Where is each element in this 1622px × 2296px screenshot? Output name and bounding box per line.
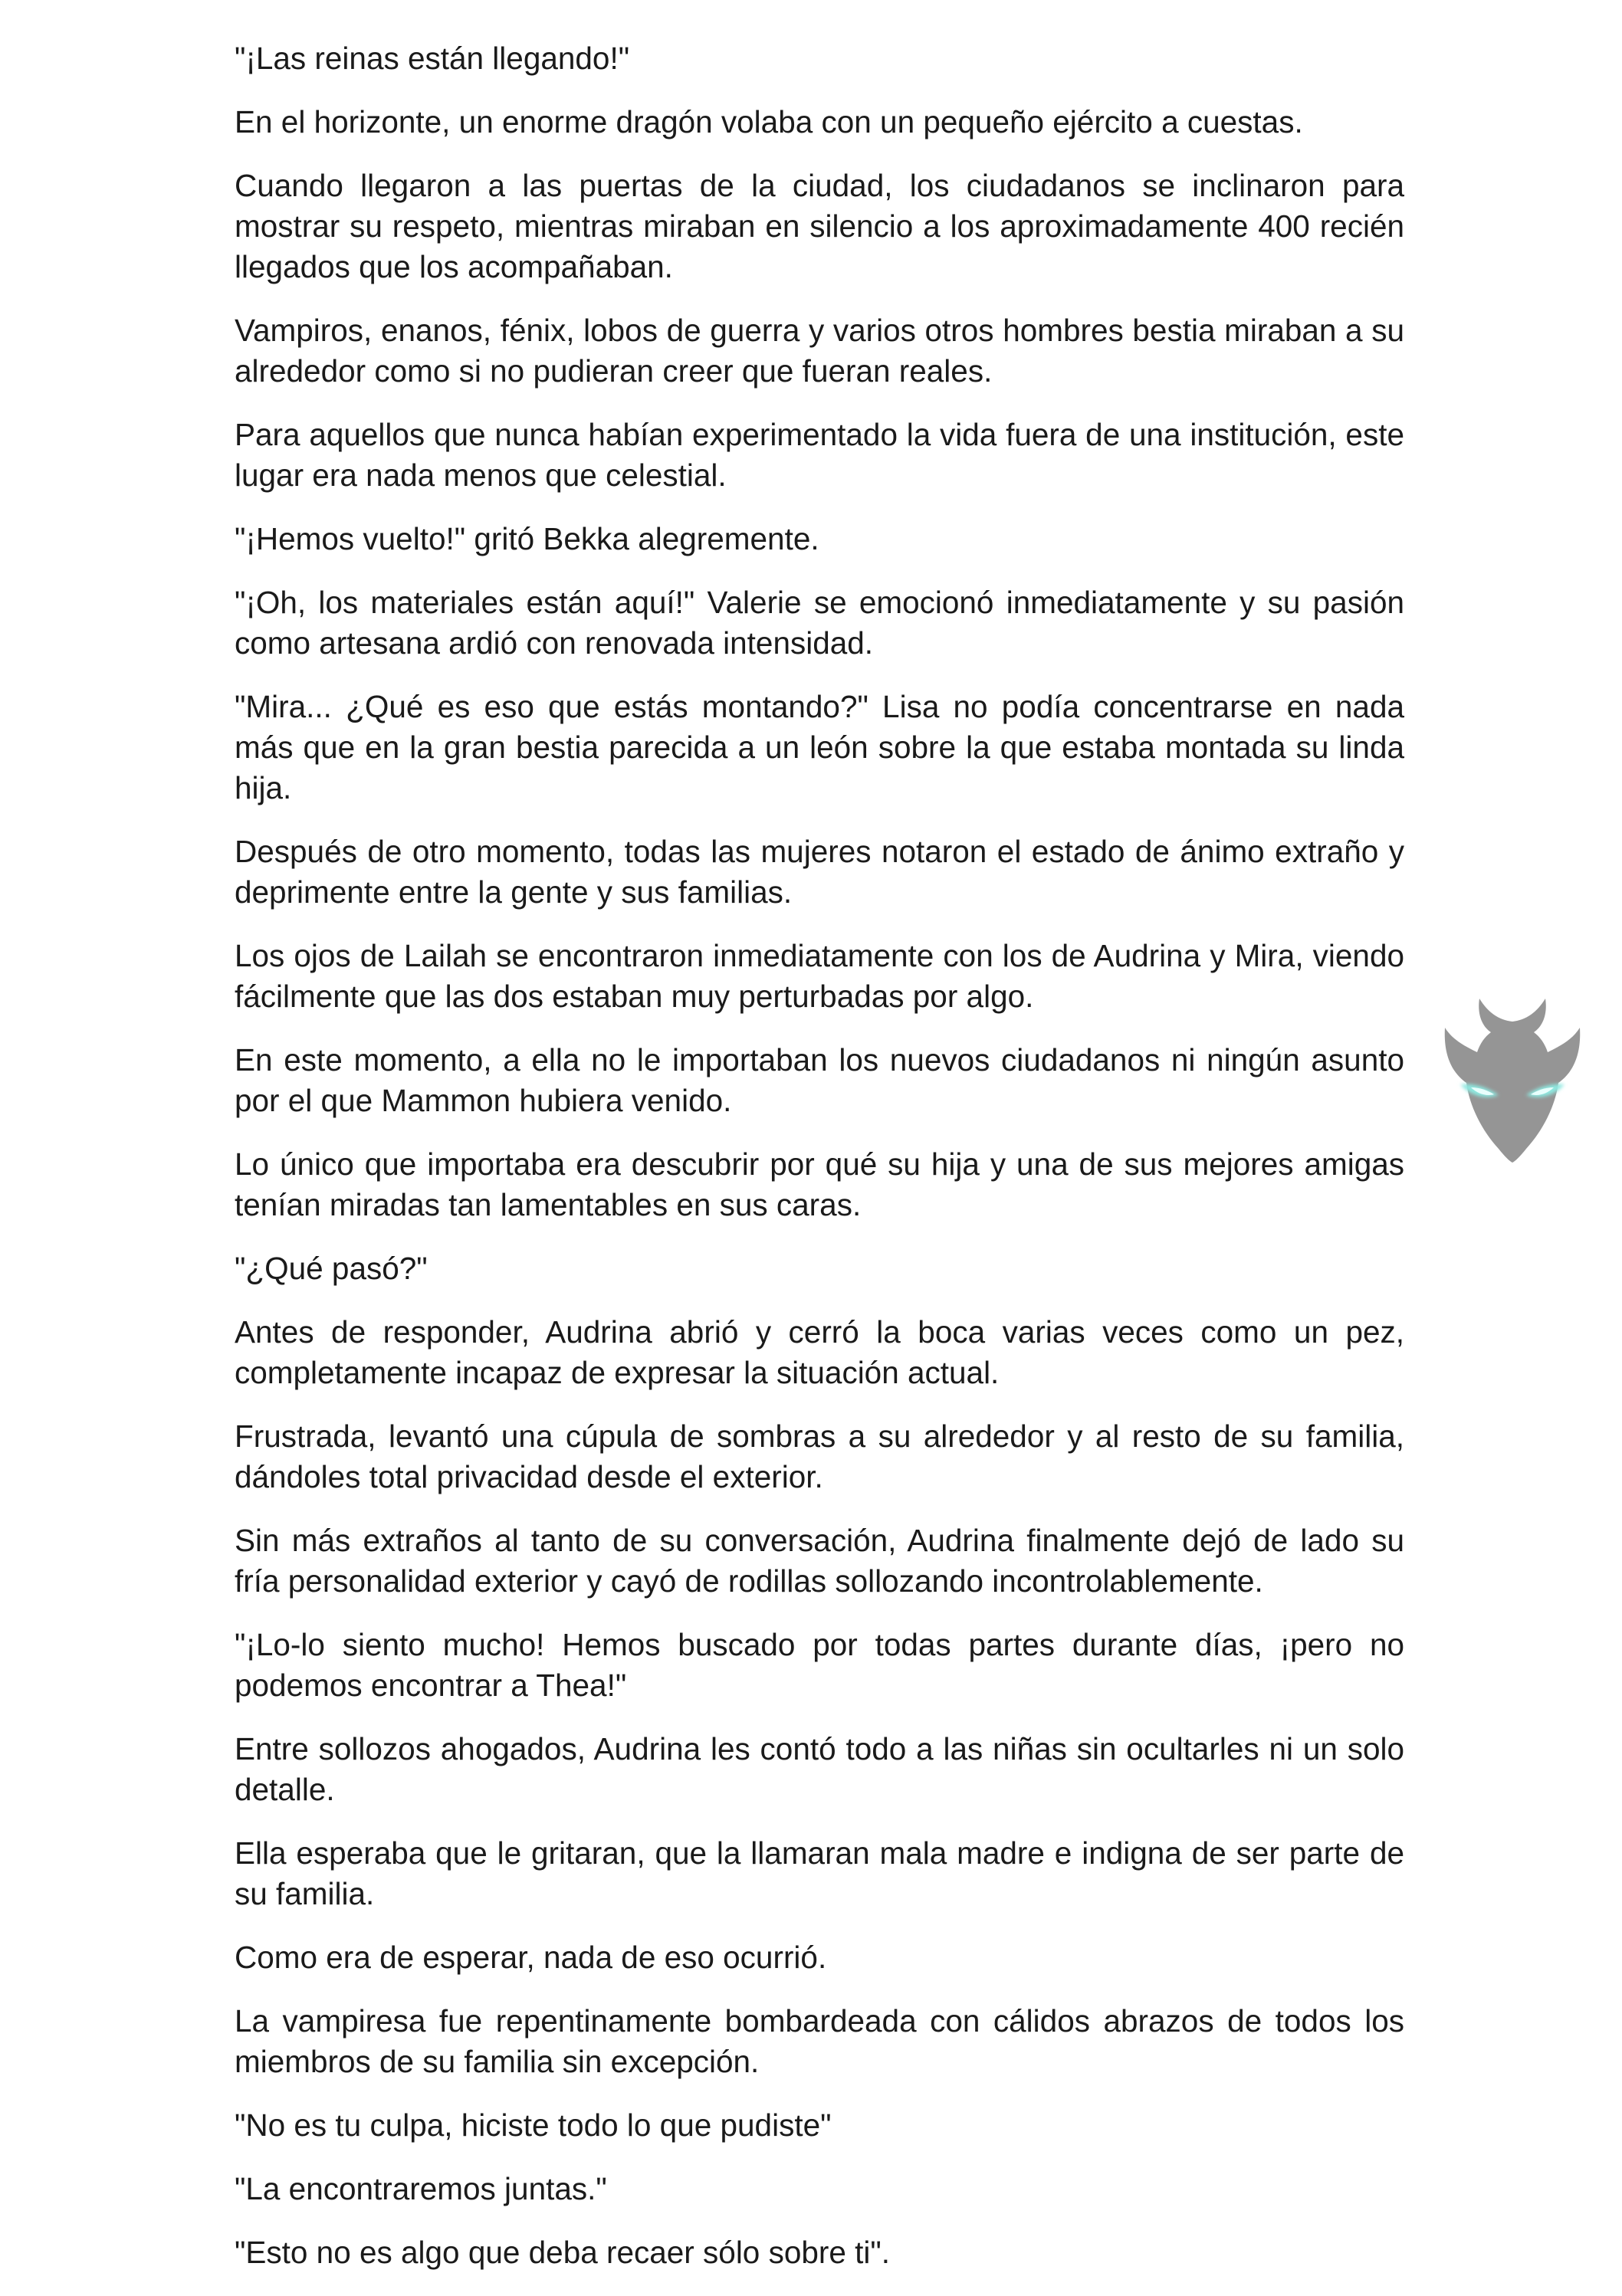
paragraph: Como era de esperar, nada de eso ocurrió.	[235, 1940, 827, 1975]
paragraph: "Mira... ¿Qué es eso que estás montando?" Lisa no podía concentrarse en nada más que en la gran bestia parecida a un león sobre la que estaba montada su linda hija.	[235, 689, 1404, 805]
paragraph: Ella esperaba que le gritaran, que la llamaran mala madre e indigna de ser parte de su familia.	[235, 1835, 1404, 1911]
paragraph: Los ojos de Lailah se encontraron inmediatamente con los de Audrina y Mira, viendo fácilmente que las dos estaban muy perturbadas por algo.	[235, 938, 1404, 1014]
paragraph: "No es tu culpa, hiciste todo lo que pudiste"	[235, 2107, 832, 2143]
paragraph: Lo único que importaba era descubrir por qué su hija y una de sus mejores amigas tenían miradas tan lamentables en sus caras.	[235, 1146, 1404, 1222]
paragraph: Vampiros, enanos, fénix, lobos de guerra y varios otros hombres bestia miraban a su alrededor como si no pudieran creer que fueran reales.	[235, 313, 1404, 389]
paragraph: "¡Hemos vuelto!" gritó Bekka alegremente.	[235, 521, 819, 556]
paragraph: "¡Oh, los materiales están aquí!" Valerie se emocionó inmediatamente y su pasión como artesana ardió con renovada intensidad.	[235, 585, 1404, 661]
paragraph: "La encontraremos juntas."	[235, 2171, 607, 2206]
paragraph: Antes de responder, Audrina abrió y cerró la boca varias veces como un pez, completamente incapaz de expresar la situación actual.	[235, 1314, 1404, 1390]
paragraph: Cuando llegaron a las puertas de la ciudad, los ciudadanos se inclinaron para mostrar su respeto, mientras miraban en silencio a los aproximadamente 400 recién llegados que los acompañaban.	[235, 168, 1404, 284]
paragraph: En el horizonte, un enorme dragón volaba con un pequeño ejército a cuestas.	[235, 104, 1303, 139]
paragraph: En este momento, a ella no le importaban los nuevos ciudadanos ni ningún asunto por el que Mammon hubiera venido.	[235, 1042, 1404, 1118]
demon-head-logo-icon	[1437, 992, 1587, 1169]
paragraph: Sin más extraños al tanto de su conversación, Audrina finalmente dejó de lado su fría personalidad exterior y cayó de rodillas sollozando incontrolablemente.	[235, 1523, 1404, 1599]
paragraph: "¡Las reinas están llegando!"	[235, 41, 630, 76]
paragraph: "¿Qué pasó?"	[235, 1251, 428, 1286]
paragraph: Después de otro momento, todas las mujeres notaron el estado de ánimo extraño y deprimente entre la gente y sus familias.	[235, 834, 1404, 910]
paragraph: Entre sollozos ahogados, Audrina les contó todo a las niñas sin ocultarles ni un solo detalle.	[235, 1731, 1404, 1807]
logo-head-shape	[1445, 999, 1581, 1163]
text-column	[235, 38, 1404, 2296]
paragraph: La vampiresa fue repentinamente bombardeada con cálidos abrazos de todos los miembros de su familia sin excepción.	[235, 2003, 1404, 2079]
paragraph: Para aquellos que nunca habían experimentado la vida fuera de una institución, este lugar era nada menos que celestial.	[235, 417, 1404, 493]
paragraph: "¡Lo-lo siento mucho! Hemos buscado por todas partes durante días, ¡pero no podemos encontrar a Thea!"	[235, 1627, 1404, 1703]
paragraph: "Esto no es algo que deba recaer sólo sobre ti".	[235, 2235, 891, 2270]
paragraph: Frustrada, levantó una cúpula de sombras a su alrededor y al resto de su familia, dándoles total privacidad desde el exterior.	[235, 1419, 1404, 1494]
